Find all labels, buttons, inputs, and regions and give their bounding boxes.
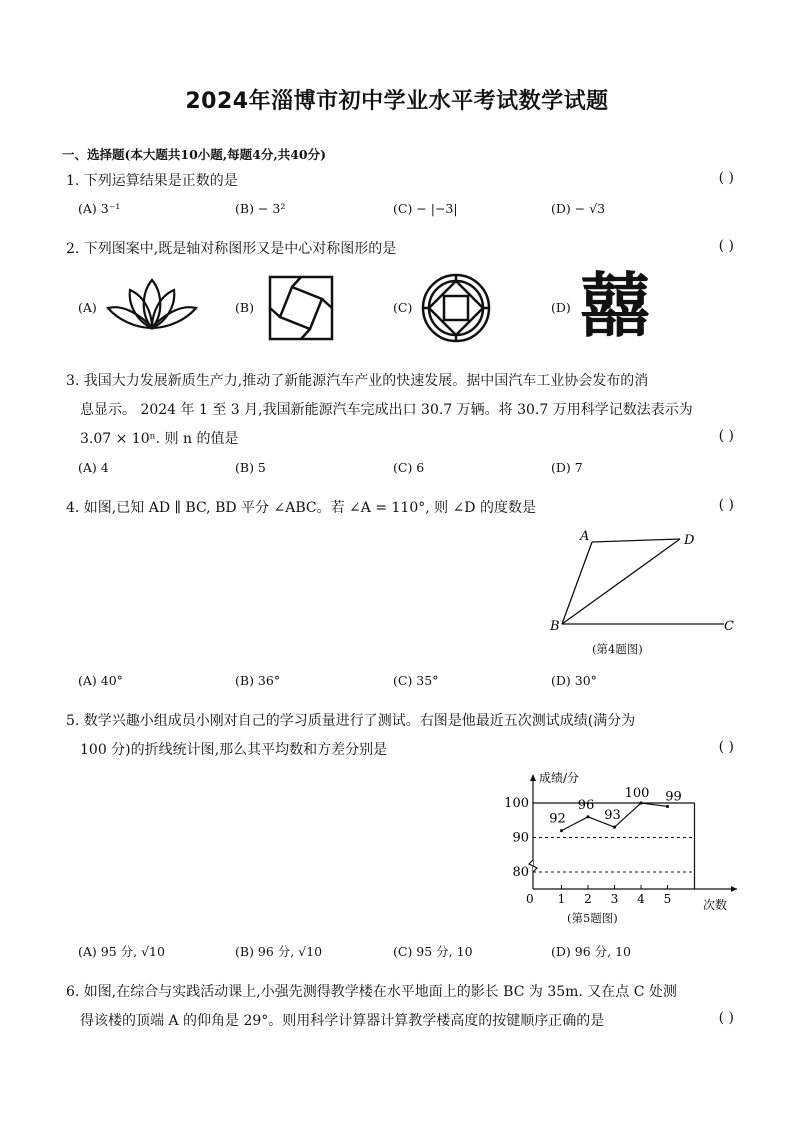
segment-ab bbox=[562, 542, 592, 624]
q3-option-c: (C) 6 bbox=[393, 460, 425, 475]
point-b-label: B bbox=[550, 619, 560, 634]
q1-answer-paren: ( ) bbox=[718, 170, 734, 186]
q2-label-b: (B) bbox=[235, 300, 254, 315]
x-axis-label: 次数 bbox=[703, 898, 728, 912]
x-axis-arrow bbox=[731, 886, 737, 892]
q3-line2: 息显示。 2024 年 1 至 3 月,我国新能源汽车完成出口 30.7 万辆。将 30.7 万用科学记数法表示为 bbox=[80, 402, 693, 418]
q4-option-a: (A) 40° bbox=[78, 673, 123, 688]
q2-stem: 2. 下列图案中,既是轴对称图形又是中心对称图形的是 bbox=[66, 241, 397, 257]
q5-caption: (第5题图) bbox=[567, 911, 618, 925]
x-tick-label: 5 bbox=[663, 892, 672, 906]
q1-option-d: (D) − √3 bbox=[551, 201, 606, 216]
y-tick-label: 90 bbox=[512, 830, 529, 846]
q5-line2: 100 分)的折线统计图,那么其平均数和方差分别是 bbox=[80, 742, 388, 758]
point-d-label: D bbox=[684, 533, 695, 548]
q3-option-b: (B) 5 bbox=[235, 460, 266, 475]
y-tick-label: 80 bbox=[512, 865, 529, 880]
q5-option-d: (D) 96 分, 10 bbox=[551, 944, 631, 959]
y-axis-arrow bbox=[530, 774, 536, 781]
y-tick-label: 100 bbox=[504, 796, 529, 811]
q4-figure bbox=[548, 524, 744, 634]
q4-answer-paren: ( ) bbox=[718, 497, 734, 513]
q4-stem: 4. 如图,已知 AD ∥ BC, BD 平分 ∠ABC。若 ∠A = 110°, 则 ∠D 的度数是 bbox=[66, 500, 536, 516]
q1-option-b: (B) − 3² bbox=[235, 201, 286, 216]
y-axis-break bbox=[529, 860, 537, 872]
q3-answer-paren: ( ) bbox=[718, 428, 734, 444]
section-heading: 一、选择题(本大题共10小题,每题4分,共40分) bbox=[62, 147, 327, 162]
x-tick-label: 1 bbox=[557, 892, 566, 906]
q3-option-a: (A) 4 bbox=[78, 460, 109, 475]
data-label: 96 bbox=[577, 797, 595, 813]
data-point bbox=[639, 801, 642, 804]
data-point bbox=[586, 815, 589, 818]
q4-caption: (第4题图) bbox=[592, 642, 643, 656]
q3-line3: 3.07 × 10ⁿ. 则 n 的值是 bbox=[80, 431, 239, 447]
q5-answer-paren: ( ) bbox=[718, 739, 734, 755]
x-tick-label: 3 bbox=[610, 892, 619, 906]
x-tick-label: 2 bbox=[584, 892, 592, 906]
q3-line1: 3. 我国大力发展新质生产力,推动了新能源汽车产业的快速发展。据中国汽车工业协会发布的消 bbox=[66, 373, 649, 389]
q4-option-b: (B) 36° bbox=[235, 673, 281, 688]
q5-option-c: (C) 95 分, 10 bbox=[393, 944, 473, 959]
q6-answer-paren: ( ) bbox=[718, 1010, 734, 1026]
circle-square-figure bbox=[420, 272, 492, 344]
data-point bbox=[613, 826, 616, 829]
q2-label-d: (D) bbox=[551, 300, 571, 315]
origin-label: 0 bbox=[526, 892, 534, 906]
point-a-label: A bbox=[580, 529, 590, 544]
paper-title: 2024年淄博市初中学业水平考试数学试题 bbox=[185, 89, 609, 114]
q1-stem: 1. 下列运算结果是正数的是 bbox=[66, 173, 238, 189]
data-label: 100 bbox=[624, 786, 650, 801]
q6-line2: 得该楼的顶端 A 的仰角是 29°。则用科学计算器计算教学楼高度的按键顺序正确的是 bbox=[80, 1013, 605, 1029]
q4-option-d: (D) 30° bbox=[551, 673, 597, 688]
q5-option-b: (B) 96 分, √10 bbox=[235, 944, 323, 959]
q6-line1: 6. 如图,在综合与实践活动课上,小强先测得教学楼在水平地面上的影长 BC 为 35m. 又在点 C 处测 bbox=[66, 984, 677, 1000]
double-happiness-figure: 囍 bbox=[580, 265, 650, 347]
lotus-figure bbox=[104, 276, 200, 336]
point-c-label: C bbox=[724, 619, 734, 634]
segment-bd bbox=[562, 539, 680, 624]
data-point bbox=[560, 829, 563, 832]
q2-answer-paren: ( ) bbox=[718, 238, 734, 254]
q3-option-d: (D) 7 bbox=[551, 460, 583, 475]
q2-label-c: (C) bbox=[393, 300, 413, 315]
segment-ad bbox=[592, 539, 680, 542]
q5-line1: 5. 数学兴趣小组成员小刚对自己的学习质量进行了测试。右图是他最近五次测试成绩(满分为 bbox=[66, 713, 636, 729]
data-point bbox=[666, 805, 669, 808]
y-axis-label: 成绩/分 bbox=[539, 771, 580, 785]
q1-option-c: (C) − |−3| bbox=[393, 201, 458, 216]
x-tick-label: 4 bbox=[637, 892, 645, 906]
q4-option-c: (C) 35° bbox=[393, 673, 439, 688]
score-line-chart bbox=[495, 768, 745, 918]
q5-option-a: (A) 95 分, √10 bbox=[78, 944, 165, 959]
data-label: 99 bbox=[665, 789, 682, 805]
data-label: 92 bbox=[549, 811, 566, 827]
data-label: 93 bbox=[604, 808, 621, 824]
pinwheel-square-figure bbox=[268, 275, 334, 341]
q2-label-a: (A) bbox=[78, 300, 97, 315]
q1-option-a: (A) 3⁻¹ bbox=[78, 201, 121, 216]
